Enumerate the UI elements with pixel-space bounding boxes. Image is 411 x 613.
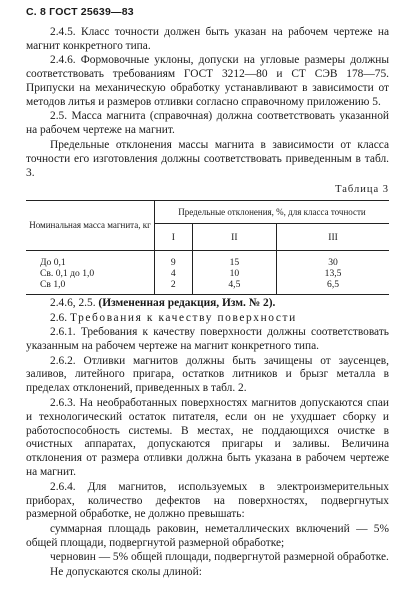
table-span-header: Предельные отклонения, %, для класса точности <box>155 201 390 224</box>
table-cell-name: Св 1,0 <box>26 279 155 295</box>
table-cell: 9 <box>155 251 193 269</box>
paragraph-cavities: суммарная площадь раковин, неметаллических включений — 5% общей площади, подвергнутой размерной обработке; <box>26 522 389 549</box>
page-header: С. 8 ГОСТ 25639—83 <box>26 6 134 18</box>
table-row <box>26 268 389 279</box>
paragraph-2-4-5: 2.4.5. Класс точности должен быть указан на рабочем чертеже на магнит конкретного типа. <box>26 26 389 52</box>
paragraph-2-5: 2.5. Масса магнита (справочная) должна соответствовать указанной на рабочем чертеже на магнит. <box>26 110 389 137</box>
amendment-prefix: 2.4.6, 2.5. <box>50 297 96 310</box>
table-cell-name: Св. 0,1 до 1,0 <box>26 268 155 279</box>
table-col-class-2: II <box>192 224 276 251</box>
table-cell: 15 <box>192 251 276 269</box>
table-cell: 30 <box>328 257 338 269</box>
paragraph-mass-deviation: Предельные отклонения массы магнита в зависимости от класса точности его изготовления должны соответствовать приведенным в табл. 3. <box>26 138 389 179</box>
table-cell: 2 <box>155 279 193 295</box>
paragraph-2-6-1: 2.6.1. Требования к качеству поверхности должны соответствовать указанным на рабочем чертеже на магнит конкретного типа. <box>26 326 389 353</box>
table-cell: 6,5 <box>327 279 340 291</box>
table-col-class-1: I <box>155 224 193 251</box>
table-caption: Таблица 3 <box>335 184 389 196</box>
table-row <box>26 279 389 295</box>
amendment-note <box>26 297 389 311</box>
paragraph-2-6-2: 2.6.2. Отливки магнитов должны быть зачищены от заусенцев, заливов, литейного пригара, остатков литников и брызг металла в пределах отклонений, приведенных в табл. 2. <box>26 354 389 395</box>
table-col-class-3: III <box>277 224 389 251</box>
table-row <box>26 251 389 269</box>
table-cell: 13,5 <box>324 268 342 280</box>
paragraph-chips: Не допускаются сколы длиной: <box>50 565 202 578</box>
table-cell: 10 <box>192 268 276 279</box>
section-number: 2.6. <box>50 311 68 324</box>
section-title <box>26 312 389 326</box>
paragraph-2-4-6: 2.4.6. Формовочные уклоны, допуски на угловые размеры должны соответствовать требованиям ГОСТ 3212—80 и СТ СЭВ 178—75. Припуски на механическую обработку устанавливают в зависимости от методов литья и размеров отливки согласно справочному приложению 5. <box>26 54 389 109</box>
paragraph-2-6-3: 2.6.3. На необработанных поверхностях магнитов допускаются спаи и технологический остаток питателя, если он не ухудшает сборку и работоспособность системы. В местах, не поддающихся очистке в очистных аппаратах, допускаются пригары и заливы. Величина отклонения от размера отливки должна быть указана в рабочем чертеже на магнит. <box>26 396 389 479</box>
document-body <box>26 26 389 580</box>
amendment-bold: (Измененная редакция, Изм. № 2). <box>98 297 276 310</box>
table-cell: 4 <box>155 268 193 279</box>
paragraph-2-6-4: 2.6.4. Для магнитов, используемых в электроизмерительных приборах, количество дефектов на поверхностях, подвергнутых размерной обработке, не должно превышать: <box>26 480 389 521</box>
section-title-text: Требования к качеству поверхности <box>69 311 297 324</box>
table-3 <box>26 200 389 295</box>
table-cell-name: До 0,1 <box>26 251 155 269</box>
table-col-nominal-mass: Номинальная масса магнита, кг <box>26 201 155 251</box>
paragraph-black-spots: черновин — 5% общей площади, подвергнутой размерной обработке. <box>50 551 389 564</box>
table-cell: 4,5 <box>192 279 276 295</box>
